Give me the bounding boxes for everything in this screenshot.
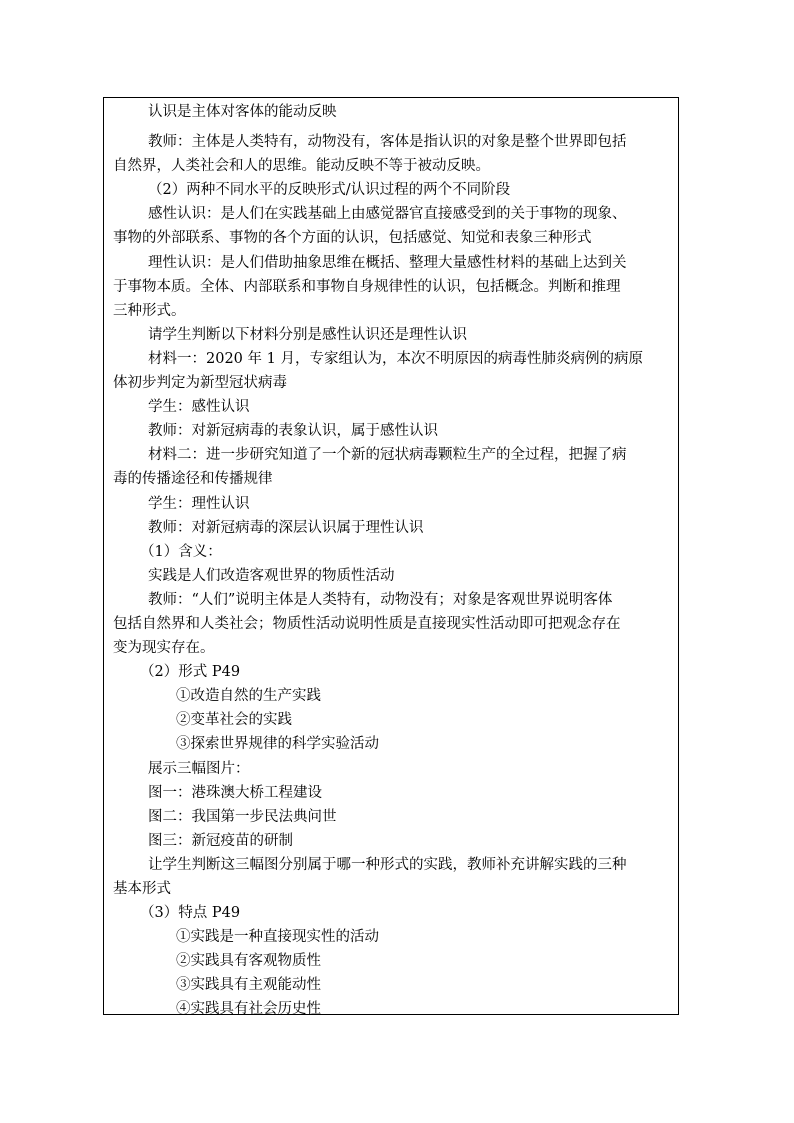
text-line: 材料一：2020 年 1 月，专家组认为，本次不明原因的病毒性肺炎病例的病原 bbox=[148, 350, 643, 367]
text-line: 变为现实存在。 bbox=[113, 640, 215, 657]
text-line: 三种形式。 bbox=[113, 302, 186, 319]
text-line: （3）特点 P49 bbox=[140, 905, 241, 922]
lesson-content bbox=[110, 100, 678, 1022]
text-line: 图一：港珠澳大桥工程建设 bbox=[148, 784, 322, 801]
text-line: ④实践具有社会历史性 bbox=[176, 1001, 321, 1018]
text-line: ③探索世界规律的科学实验活动 bbox=[176, 736, 379, 753]
text-line: 事物的外部联系、事物的各个方面的认识，包括感觉、知觉和表象三种形式 bbox=[113, 230, 592, 247]
text-line: 实践是人们改造客观世界的物质性活动 bbox=[148, 567, 395, 584]
text-line: （1）含义： bbox=[140, 543, 222, 560]
text-line: 理性认识：是人们借助抽象思维在概括、整理大量感性材料的基础上达到关 bbox=[148, 254, 627, 271]
text-line: 包括自然界和人类社会；物质性活动说明性质是直接现实性活动即可把观念存在 bbox=[113, 615, 621, 632]
text-line: ③实践具有主观能动性 bbox=[176, 977, 321, 994]
text-line: 学生：理性认识 bbox=[148, 495, 250, 512]
text-line: 展示三幅图片： bbox=[148, 760, 250, 777]
text-line: 材料二：进一步研究知道了一个新的冠状病毒颗粒生产的全过程，把握了病 bbox=[148, 447, 627, 464]
text-line: 基本形式 bbox=[113, 881, 171, 897]
text-line: ②变革社会的实践 bbox=[176, 712, 292, 729]
text-line: ①改造自然的生产实践 bbox=[176, 688, 321, 705]
text-line: 学生：感性认识 bbox=[148, 399, 250, 416]
text-line: 体初步判定为新型冠状病毒 bbox=[113, 375, 287, 392]
lesson-table-cell bbox=[103, 97, 679, 1018]
text-line: ①实践是一种直接现实性的活动 bbox=[176, 929, 379, 946]
text-line: 自然界，人类社会和人的思维。能动反映不等于被动反映。 bbox=[113, 158, 490, 175]
text-line: ②实践具有客观物质性 bbox=[176, 953, 321, 970]
text-line: 感性认识：是人们在实践基础上由感觉器官直接感受到的关于事物的现象、 bbox=[148, 206, 627, 223]
text-line: 图三：新冠疫苗的研制 bbox=[148, 832, 293, 849]
text-line: 请学生判断以下材料分别是感性认识还是理性认识 bbox=[148, 326, 467, 343]
text-line: 毒的传播途径和传播规律 bbox=[113, 471, 273, 488]
text-line: （2）两种不同水平的反映形式/认识过程的两个不同阶段 bbox=[148, 182, 511, 199]
text-line: 教师：对新冠病毒的表象认识，属于感性认识 bbox=[148, 423, 438, 440]
text-line: 图二：我国第一步民法典问世 bbox=[148, 808, 337, 825]
text-line: 认识是主体对客体的能动反映 bbox=[148, 104, 337, 120]
text-line: 教师：对新冠病毒的深层认识属于理性认识 bbox=[148, 519, 424, 536]
text-line: 于事物本质。全体、内部联系和事物自身规律性的认识，包括概念。判断和推理 bbox=[113, 278, 621, 295]
text-line: （2）形式 P49 bbox=[140, 664, 241, 681]
text-line: 教师：主体是人类特有，动物没有，客体是指认识的对象是整个世界即包括 bbox=[148, 134, 627, 151]
text-line: 让学生判断这三幅图分别属于哪一种形式的实践，教师补充讲解实践的三种 bbox=[148, 856, 627, 873]
text-line: 教师：“人们”说明主体是人类特有，动物没有；对象是客观世界说明客体 bbox=[148, 591, 613, 608]
